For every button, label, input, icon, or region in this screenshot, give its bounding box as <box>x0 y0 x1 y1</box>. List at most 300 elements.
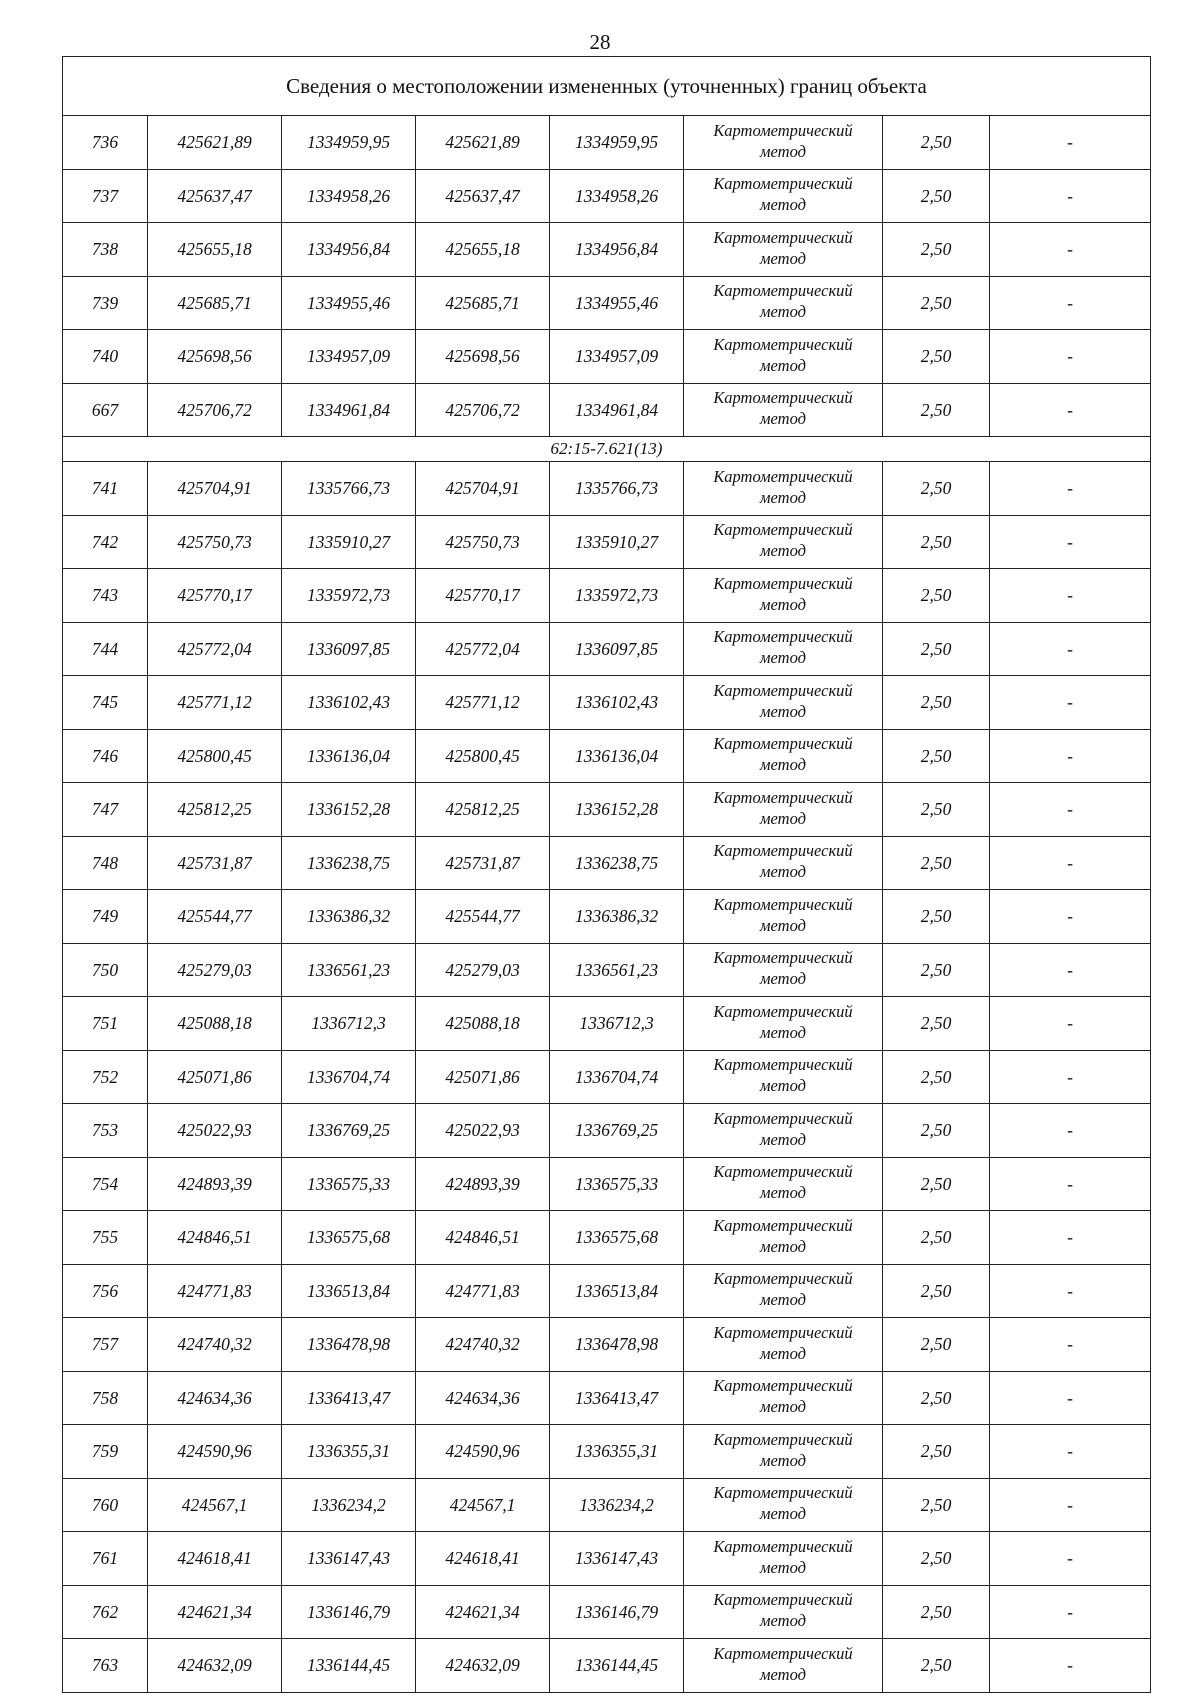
method-line-1: Картометрический <box>713 627 853 647</box>
refined-x-cell: 424632,09 <box>416 1639 550 1693</box>
refined-y-cell: 1336413,47 <box>550 1371 684 1425</box>
table-row <box>63 169 1151 223</box>
method-line-1: Картометрический <box>713 1269 853 1289</box>
method-line-2: метод <box>760 915 806 935</box>
existing-x-cell: 425088,18 <box>148 997 282 1051</box>
existing-x-cell: 424893,39 <box>148 1157 282 1211</box>
refined-x-cell: 424846,51 <box>416 1211 550 1265</box>
method-cell <box>684 997 883 1051</box>
method-cell <box>684 1425 883 1479</box>
method-cell <box>684 1211 883 1265</box>
point-number-cell: 759 <box>63 1425 148 1479</box>
point-number-cell: 745 <box>63 676 148 730</box>
method-cell <box>684 116 883 170</box>
accuracy-cell: 2,50 <box>883 1318 990 1372</box>
existing-x-cell: 424740,32 <box>148 1318 282 1372</box>
method-line-2: метод <box>760 141 806 161</box>
note-cell: - <box>990 622 1151 676</box>
section-header-row <box>63 437 1151 462</box>
refined-x-cell: 424893,39 <box>416 1157 550 1211</box>
method-cell <box>684 276 883 330</box>
method-cell <box>684 1157 883 1211</box>
method-cell <box>684 1050 883 1104</box>
accuracy-cell: 2,50 <box>883 383 990 437</box>
existing-x-cell: 424634,36 <box>148 1371 282 1425</box>
accuracy-cell: 2,50 <box>883 997 990 1051</box>
point-number-cell: 749 <box>63 890 148 944</box>
method-line-2: метод <box>760 701 806 721</box>
table-row <box>63 1264 1151 1318</box>
point-number-cell: 744 <box>63 622 148 676</box>
refined-y-cell: 1336234,2 <box>550 1478 684 1532</box>
refined-x-cell: 425731,87 <box>416 836 550 890</box>
refined-y-cell: 1336386,32 <box>550 890 684 944</box>
existing-y-cell: 1335910,27 <box>282 515 416 569</box>
method-line-1: Картометрический <box>713 520 853 540</box>
method-line-2: метод <box>760 1183 806 1203</box>
method-line-1: Картометрический <box>713 1429 853 1449</box>
method-line-1: Картометрический <box>713 466 853 486</box>
point-number-cell: 763 <box>63 1639 148 1693</box>
refined-x-cell: 425655,18 <box>416 223 550 277</box>
refined-y-cell: 1336513,84 <box>550 1264 684 1318</box>
refined-x-cell: 425771,12 <box>416 676 550 730</box>
method-line-2: метод <box>760 969 806 989</box>
existing-y-cell: 1336097,85 <box>282 622 416 676</box>
table-row <box>63 943 1151 997</box>
note-cell: - <box>990 1532 1151 1586</box>
refined-x-cell: 425704,91 <box>416 462 550 516</box>
accuracy-cell: 2,50 <box>883 569 990 623</box>
method-line-2: метод <box>760 755 806 775</box>
existing-y-cell: 1336769,25 <box>282 1104 416 1158</box>
method-line-1: Картометрический <box>713 680 853 700</box>
note-cell: - <box>990 515 1151 569</box>
table-row <box>63 1104 1151 1158</box>
point-number-cell: 748 <box>63 836 148 890</box>
table-row <box>63 1318 1151 1372</box>
accuracy-cell: 2,50 <box>883 276 990 330</box>
point-number-cell: 760 <box>63 1478 148 1532</box>
point-number-cell: 746 <box>63 729 148 783</box>
existing-x-cell: 424590,96 <box>148 1425 282 1479</box>
existing-x-cell: 425772,04 <box>148 622 282 676</box>
method-line-1: Картометрический <box>713 227 853 247</box>
existing-x-cell: 425731,87 <box>148 836 282 890</box>
table-row <box>63 276 1151 330</box>
method-line-2: метод <box>760 248 806 268</box>
table-row <box>63 729 1151 783</box>
existing-x-cell: 425544,77 <box>148 890 282 944</box>
method-cell <box>684 1585 883 1639</box>
refined-x-cell: 425770,17 <box>416 569 550 623</box>
existing-y-cell: 1336234,2 <box>282 1478 416 1532</box>
method-line-1: Картометрический <box>713 334 853 354</box>
refined-x-cell: 424740,32 <box>416 1318 550 1372</box>
refined-y-cell: 1336712,3 <box>550 997 684 1051</box>
table-row <box>63 890 1151 944</box>
note-cell: - <box>990 1104 1151 1158</box>
existing-x-cell: 425637,47 <box>148 169 282 223</box>
existing-x-cell: 425750,73 <box>148 515 282 569</box>
table-title-row <box>63 57 1151 116</box>
accuracy-cell: 2,50 <box>883 1585 990 1639</box>
method-line-1: Картометрический <box>713 787 853 807</box>
accuracy-cell: 2,50 <box>883 1104 990 1158</box>
refined-x-cell: 424618,41 <box>416 1532 550 1586</box>
refined-y-cell: 1334955,46 <box>550 276 684 330</box>
accuracy-cell: 2,50 <box>883 1157 990 1211</box>
table-title: Сведения о местоположении измененных (уточненных) границ объекта <box>63 57 1151 116</box>
point-number-cell: 739 <box>63 276 148 330</box>
method-cell <box>684 383 883 437</box>
accuracy-cell: 2,50 <box>883 1050 990 1104</box>
accuracy-cell: 2,50 <box>883 1425 990 1479</box>
refined-x-cell: 425544,77 <box>416 890 550 944</box>
accuracy-cell: 2,50 <box>883 462 990 516</box>
existing-y-cell: 1336386,32 <box>282 890 416 944</box>
accuracy-cell: 2,50 <box>883 116 990 170</box>
table-row <box>63 223 1151 277</box>
existing-x-cell: 424621,34 <box>148 1585 282 1639</box>
method-line-1: Картометрический <box>713 1643 853 1663</box>
method-line-2: метод <box>760 541 806 561</box>
method-line-1: Картометрический <box>713 573 853 593</box>
refined-y-cell: 1336147,43 <box>550 1532 684 1586</box>
method-line-2: метод <box>760 594 806 614</box>
refined-y-cell: 1334956,84 <box>550 223 684 277</box>
point-number-cell: 742 <box>63 515 148 569</box>
method-line-2: метод <box>760 1290 806 1310</box>
existing-x-cell: 425770,17 <box>148 569 282 623</box>
existing-x-cell: 425812,25 <box>148 783 282 837</box>
point-number-cell: 667 <box>63 383 148 437</box>
table-row <box>63 783 1151 837</box>
accuracy-cell: 2,50 <box>883 515 990 569</box>
refined-x-cell: 425800,45 <box>416 729 550 783</box>
existing-y-cell: 1336561,23 <box>282 943 416 997</box>
point-number-cell: 750 <box>63 943 148 997</box>
existing-y-cell: 1336704,74 <box>282 1050 416 1104</box>
note-cell: - <box>990 330 1151 384</box>
existing-x-cell: 424846,51 <box>148 1211 282 1265</box>
note-cell: - <box>990 116 1151 170</box>
method-line-2: метод <box>760 1129 806 1149</box>
existing-y-cell: 1334958,26 <box>282 169 416 223</box>
refined-y-cell: 1335972,73 <box>550 569 684 623</box>
accuracy-cell: 2,50 <box>883 1532 990 1586</box>
table-row <box>63 997 1151 1051</box>
refined-y-cell: 1336238,75 <box>550 836 684 890</box>
existing-y-cell: 1336355,31 <box>282 1425 416 1479</box>
boundary-coordinates-table <box>62 56 1151 1693</box>
method-cell <box>684 783 883 837</box>
method-cell <box>684 1371 883 1425</box>
method-line-2: метод <box>760 648 806 668</box>
accuracy-cell: 2,50 <box>883 1264 990 1318</box>
method-cell <box>684 1532 883 1586</box>
refined-y-cell: 1335910,27 <box>550 515 684 569</box>
existing-y-cell: 1334961,84 <box>282 383 416 437</box>
point-number-cell: 752 <box>63 1050 148 1104</box>
existing-x-cell: 425655,18 <box>148 223 282 277</box>
refined-x-cell: 424621,34 <box>416 1585 550 1639</box>
refined-y-cell: 1334958,26 <box>550 169 684 223</box>
refined-y-cell: 1336355,31 <box>550 1425 684 1479</box>
table-row <box>63 1639 1151 1693</box>
method-cell <box>684 223 883 277</box>
table-row <box>63 1157 1151 1211</box>
method-line-2: метод <box>760 302 806 322</box>
note-cell: - <box>990 1318 1151 1372</box>
refined-y-cell: 1336144,45 <box>550 1639 684 1693</box>
existing-y-cell: 1336147,43 <box>282 1532 416 1586</box>
point-number-cell: 757 <box>63 1318 148 1372</box>
refined-x-cell: 425621,89 <box>416 116 550 170</box>
note-cell: - <box>990 1639 1151 1693</box>
table-row <box>63 1478 1151 1532</box>
method-cell <box>684 622 883 676</box>
method-line-1: Картометрический <box>713 1215 853 1235</box>
existing-x-cell: 425800,45 <box>148 729 282 783</box>
method-cell <box>684 515 883 569</box>
method-line-2: метод <box>760 862 806 882</box>
existing-y-cell: 1334956,84 <box>282 223 416 277</box>
note-cell: - <box>990 783 1151 837</box>
note-cell: - <box>990 383 1151 437</box>
method-line-1: Картометрический <box>713 388 853 408</box>
accuracy-cell: 2,50 <box>883 1478 990 1532</box>
method-cell <box>684 1104 883 1158</box>
accuracy-cell: 2,50 <box>883 330 990 384</box>
accuracy-cell: 2,50 <box>883 223 990 277</box>
method-cell <box>684 943 883 997</box>
refined-x-cell: 425685,71 <box>416 276 550 330</box>
table-row <box>63 116 1151 170</box>
table-row <box>63 330 1151 384</box>
existing-y-cell: 1336513,84 <box>282 1264 416 1318</box>
table-row <box>63 836 1151 890</box>
method-cell <box>684 836 883 890</box>
table-row <box>63 1371 1151 1425</box>
existing-y-cell: 1336575,33 <box>282 1157 416 1211</box>
existing-x-cell: 425685,71 <box>148 276 282 330</box>
note-cell: - <box>990 223 1151 277</box>
method-line-1: Картометрический <box>713 120 853 140</box>
table-row <box>63 1425 1151 1479</box>
refined-x-cell: 424634,36 <box>416 1371 550 1425</box>
method-line-2: метод <box>760 1557 806 1577</box>
method-cell <box>684 1639 883 1693</box>
accuracy-cell: 2,50 <box>883 1371 990 1425</box>
method-line-1: Картометрический <box>713 1483 853 1503</box>
table-row <box>63 569 1151 623</box>
refined-x-cell: 425279,03 <box>416 943 550 997</box>
existing-x-cell: 425071,86 <box>148 1050 282 1104</box>
note-cell: - <box>990 462 1151 516</box>
note-cell: - <box>990 1371 1151 1425</box>
refined-x-cell: 425772,04 <box>416 622 550 676</box>
method-line-2: метод <box>760 808 806 828</box>
refined-y-cell: 1336097,85 <box>550 622 684 676</box>
method-line-2: метод <box>760 1611 806 1631</box>
method-cell <box>684 169 883 223</box>
refined-y-cell: 1335766,73 <box>550 462 684 516</box>
note-cell: - <box>990 836 1151 890</box>
point-number-cell: 756 <box>63 1264 148 1318</box>
accuracy-cell: 2,50 <box>883 943 990 997</box>
note-cell: - <box>990 997 1151 1051</box>
method-line-2: метод <box>760 355 806 375</box>
existing-y-cell: 1334955,46 <box>282 276 416 330</box>
existing-y-cell: 1336136,04 <box>282 729 416 783</box>
method-cell <box>684 676 883 730</box>
existing-x-cell: 425698,56 <box>148 330 282 384</box>
method-line-1: Картометрический <box>713 1536 853 1556</box>
page-number: 28 <box>589 30 611 54</box>
table-row <box>63 383 1151 437</box>
table-row <box>63 622 1151 676</box>
existing-x-cell: 425706,72 <box>148 383 282 437</box>
method-line-1: Картометрический <box>713 1376 853 1396</box>
method-line-2: метод <box>760 1022 806 1042</box>
existing-x-cell: 424632,09 <box>148 1639 282 1693</box>
existing-y-cell: 1336238,75 <box>282 836 416 890</box>
table-row <box>63 462 1151 516</box>
method-cell <box>684 729 883 783</box>
existing-x-cell: 425771,12 <box>148 676 282 730</box>
note-cell: - <box>990 943 1151 997</box>
method-line-2: метод <box>760 1343 806 1363</box>
method-line-1: Картометрический <box>713 1590 853 1610</box>
point-number-cell: 762 <box>63 1585 148 1639</box>
point-number-cell: 754 <box>63 1157 148 1211</box>
section-label: 62:15-7.621(13) <box>63 437 1151 462</box>
point-number-cell: 738 <box>63 223 148 277</box>
note-cell: - <box>990 276 1151 330</box>
method-line-1: Картометрический <box>713 1055 853 1075</box>
refined-x-cell: 425698,56 <box>416 330 550 384</box>
method-line-2: метод <box>760 195 806 215</box>
table-row <box>63 1585 1151 1639</box>
note-cell: - <box>990 169 1151 223</box>
existing-y-cell: 1336146,79 <box>282 1585 416 1639</box>
method-line-1: Картометрический <box>713 948 853 968</box>
existing-y-cell: 1334959,95 <box>282 116 416 170</box>
point-number-cell: 740 <box>63 330 148 384</box>
note-cell: - <box>990 569 1151 623</box>
table-row <box>63 1050 1151 1104</box>
existing-y-cell: 1335972,73 <box>282 569 416 623</box>
point-number-cell: 751 <box>63 997 148 1051</box>
method-line-2: метод <box>760 409 806 429</box>
note-cell: - <box>990 1478 1151 1532</box>
refined-y-cell: 1336769,25 <box>550 1104 684 1158</box>
method-line-2: метод <box>760 1504 806 1524</box>
accuracy-cell: 2,50 <box>883 622 990 676</box>
point-number-cell: 753 <box>63 1104 148 1158</box>
existing-x-cell: 424618,41 <box>148 1532 282 1586</box>
note-cell: - <box>990 1585 1151 1639</box>
method-line-1: Картометрический <box>713 174 853 194</box>
point-number-cell: 761 <box>63 1532 148 1586</box>
table-row <box>63 1211 1151 1265</box>
table-row <box>63 676 1151 730</box>
existing-y-cell: 1336413,47 <box>282 1371 416 1425</box>
existing-x-cell: 425279,03 <box>148 943 282 997</box>
refined-y-cell: 1336575,68 <box>550 1211 684 1265</box>
point-number-cell: 741 <box>63 462 148 516</box>
existing-x-cell: 425704,91 <box>148 462 282 516</box>
method-line-1: Картометрический <box>713 1108 853 1128</box>
method-line-1: Картометрический <box>713 1322 853 1342</box>
method-line-1: Картометрический <box>713 841 853 861</box>
table-row <box>63 515 1151 569</box>
method-cell <box>684 330 883 384</box>
refined-x-cell: 425637,47 <box>416 169 550 223</box>
refined-x-cell: 424590,96 <box>416 1425 550 1479</box>
refined-y-cell: 1336152,28 <box>550 783 684 837</box>
refined-y-cell: 1336146,79 <box>550 1585 684 1639</box>
existing-y-cell: 1334957,09 <box>282 330 416 384</box>
refined-y-cell: 1334959,95 <box>550 116 684 170</box>
note-cell: - <box>990 1050 1151 1104</box>
method-line-2: метод <box>760 1397 806 1417</box>
refined-x-cell: 425706,72 <box>416 383 550 437</box>
refined-y-cell: 1336561,23 <box>550 943 684 997</box>
method-line-1: Картометрический <box>713 281 853 301</box>
method-line-2: метод <box>760 1236 806 1256</box>
refined-y-cell: 1334961,84 <box>550 383 684 437</box>
refined-x-cell: 425071,86 <box>416 1050 550 1104</box>
point-number-cell: 743 <box>63 569 148 623</box>
refined-y-cell: 1336704,74 <box>550 1050 684 1104</box>
method-cell <box>684 1318 883 1372</box>
refined-x-cell: 424567,1 <box>416 1478 550 1532</box>
accuracy-cell: 2,50 <box>883 729 990 783</box>
existing-x-cell: 425621,89 <box>148 116 282 170</box>
note-cell: - <box>990 890 1151 944</box>
method-cell <box>684 1264 883 1318</box>
accuracy-cell: 2,50 <box>883 890 990 944</box>
existing-y-cell: 1336102,43 <box>282 676 416 730</box>
method-cell <box>684 569 883 623</box>
refined-x-cell: 425088,18 <box>416 997 550 1051</box>
method-line-1: Картометрический <box>713 734 853 754</box>
point-number-cell: 758 <box>63 1371 148 1425</box>
accuracy-cell: 2,50 <box>883 676 990 730</box>
existing-y-cell: 1336712,3 <box>282 997 416 1051</box>
refined-y-cell: 1336575,33 <box>550 1157 684 1211</box>
method-cell <box>684 890 883 944</box>
note-cell: - <box>990 729 1151 783</box>
method-line-1: Картометрический <box>713 1162 853 1182</box>
accuracy-cell: 2,50 <box>883 1639 990 1693</box>
existing-x-cell: 425022,93 <box>148 1104 282 1158</box>
refined-x-cell: 425812,25 <box>416 783 550 837</box>
note-cell: - <box>990 1264 1151 1318</box>
existing-y-cell: 1336575,68 <box>282 1211 416 1265</box>
refined-x-cell: 425750,73 <box>416 515 550 569</box>
existing-x-cell: 424771,83 <box>148 1264 282 1318</box>
note-cell: - <box>990 1211 1151 1265</box>
existing-x-cell: 424567,1 <box>148 1478 282 1532</box>
note-cell: - <box>990 1425 1151 1479</box>
refined-y-cell: 1336102,43 <box>550 676 684 730</box>
accuracy-cell: 2,50 <box>883 783 990 837</box>
refined-y-cell: 1336136,04 <box>550 729 684 783</box>
note-cell: - <box>990 1157 1151 1211</box>
